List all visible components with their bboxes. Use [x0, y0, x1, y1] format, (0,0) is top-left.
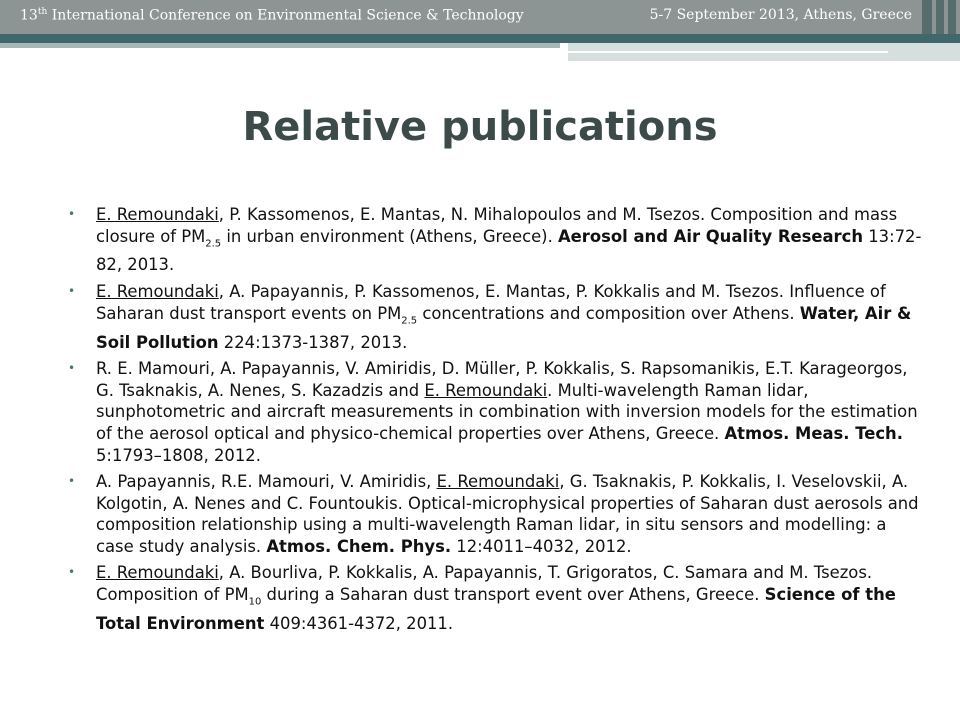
bullet-icon: •: [68, 361, 76, 376]
highlighted-author: E. Remoundaki: [436, 472, 560, 492]
decor-tab-1: [922, 0, 932, 34]
pub-ref: 409:4361-4372, 2011.: [264, 613, 454, 633]
bullet-icon: •: [68, 565, 76, 580]
pub-journal: Water, Air & Soil Pollution: [96, 303, 912, 352]
publication-item: [68, 204, 928, 276]
conference-name: [20, 7, 524, 24]
bullet-icon: •: [68, 207, 76, 221]
pub-ref: 5:1793–1808, 2012.: [96, 445, 261, 465]
pub-journal: Aerosol and Air Quality Research: [558, 226, 864, 246]
pub-text: in urban environment (Athens, Greece).: [221, 226, 558, 246]
header-band-light: [0, 43, 560, 48]
pub-text: . Multi-wavelength Raman lidar, sunphotometric and aircraft measurements in combination with inversion models for the estimation of the aerosol optical and physico-chemical properties over Athens, Greece.: [96, 380, 918, 443]
header-band-dark: [0, 34, 960, 43]
pub-text: , G. Tsaknakis, P. Kokkalis, I. Veselovskii, A. Kolgotin, A. Nenes and C. Fountoukis. Optical-microphysical properties of Saharan dust aerosols and composition relationship using a multi-wavelength Raman lidar, in situ sensors and modelling: a case study analysis.: [96, 472, 919, 556]
pub-journal: Atmos. Chem. Phys.: [266, 536, 452, 556]
pub-text: , A. Bourliva, P. Kokkalis, A. Papayannis, T. Grigoratos, C. Samara and M. Tsezos. Composition of PM: [96, 563, 873, 605]
pub-text: during a Saharan dust transport event over Athens, Greece.: [261, 585, 765, 605]
slide-title: Relative publications: [242, 104, 718, 150]
decor-tab-3: [948, 0, 956, 34]
pub-text: R. E. Mamouri, A. Papayannis, V. Amiridis, D. Müller, P. Kokkalis, S. Rapsomanikis, E.T. Karageorgos, G. Tsaknakis, A. Nenes, S. Kazadzis and: [96, 359, 908, 400]
bullet-icon: •: [68, 284, 76, 299]
publication-item: [68, 562, 928, 634]
highlighted-author: E. Remoundaki: [96, 205, 219, 224]
pub-text: A. Papayannis, R.E. Mamouri, V. Amiridis,: [96, 472, 437, 492]
highlighted-author: E. Remoundaki: [96, 282, 219, 302]
pub-text: , P. Kassomenos, E. Mantas, N. Mihalopoulos and M. Tsezos. Composition and mass closure of PM: [96, 205, 898, 246]
conference-ordinal-number: 13: [20, 7, 38, 24]
pub-ref: 224:1373-1387, 2013.: [218, 332, 408, 352]
conference-date-place: 5-7 September 2013, Athens, Greece: [649, 7, 912, 23]
header-band-line: [568, 51, 888, 53]
publication-item: [68, 358, 928, 466]
header-band-right: [568, 43, 960, 61]
publication-item: [68, 471, 928, 557]
highlighted-author: E. Remoundaki: [96, 563, 219, 583]
highlighted-author: E. Remoundaki: [424, 380, 548, 400]
decorative-tabs: [918, 0, 960, 34]
decor-tab-2: [936, 0, 944, 34]
pub-ref: 13:72-82, 2013.: [96, 226, 922, 275]
pub-ref: 12:4011–4032, 2012.: [451, 536, 632, 556]
publication-item: [68, 281, 928, 353]
bullet-icon: •: [68, 474, 76, 489]
conference-header-bar: [0, 0, 960, 34]
pub-journal: Science of the Total Environment: [96, 585, 896, 633]
pub-journal: Atmos. Meas. Tech.: [724, 423, 903, 443]
conference-ordinal-suffix: th: [37, 7, 48, 17]
pub-text: , A. Papayannis, P. Kassomenos, E. Mantas, P. Kokkalis and M. Tsezos. Influence of Saharan dust transport events on PM: [96, 282, 886, 323]
pub-subscript: 2.5: [205, 237, 222, 249]
pub-text: concentrations and composition over Athens.: [417, 303, 800, 323]
pub-subscript: 10: [248, 596, 262, 608]
pub-subscript: 2.5: [401, 314, 418, 326]
conference-title: International Conference on Environmental Science & Technology: [47, 7, 524, 24]
publication-list: [68, 204, 928, 640]
